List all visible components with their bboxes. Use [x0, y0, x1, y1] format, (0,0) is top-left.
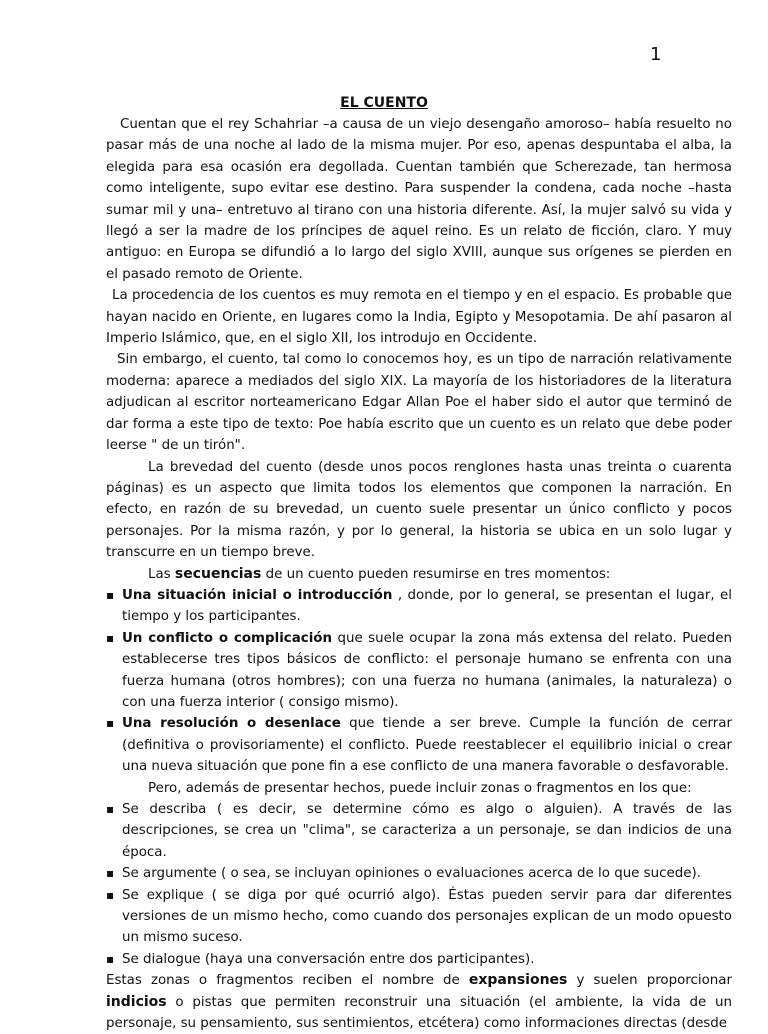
list-item-fragment: ▪ Se explique ( se diga por qué ocurrió algo). Éstas pueden servir para dar diferentes versiones de un mismo hecho, como cuando dos personajes explican de un modo opuesto un mismo suceso. — [106, 885, 732, 949]
list-item-sequence: ▪ Un conflicto o complicación que suele ocupar la zona más extensa del relato. Pueden establecerse tres tipos básicos de conflicto: el personaje humano se enfrenta con una fuerza humana (otros hombres); con una fuerza no humana (animales, la naturaleza) o con una fuerza interior ( consigo mismo). — [106, 628, 732, 714]
document-title: EL CUENTO — [340, 95, 428, 111]
page-number: 1 — [650, 44, 662, 65]
document-body — [106, 114, 732, 1034]
bullet-icon: ▪ — [106, 716, 115, 731]
paragraph-sequences-intro: Las secuencias de un cuento pueden resumirse en tres momentos: — [148, 565, 611, 582]
paragraph-fragments-intro: Pero, además de presentar hechos, puede incluir zonas o fragmentos en los que: — [148, 780, 692, 796]
list-item-sequence: ▪ Una resolución o desenlace que tiende a ser breve. Cumple la función de cerrar (definitiva o provisoriamente) el conflicto. Puede reestablecer el equilibrio inicial o crear una nueva situación que pone fin a ese conflicto de una manera favorable o desfavorable. — [106, 713, 732, 777]
bullet-icon: ▪ — [106, 587, 115, 602]
paragraph-modern: Sin embargo, el cuento, tal como lo conocemos hoy, es un tipo de narración relativamente moderna: aparece a mediados del siglo XIX. La mayoría de los historiadores de la literatura adjudican al escritor norteamericano Edgar Allan Poe el haber sido el autor que terminó de dar forma a este tipo de texto: Poe había escrito que un cuento es un relato que debe poder leerse " de un tirón". — [106, 352, 732, 454]
list-item-fragment: ▪ Se describa ( es decir, se determine cómo es algo o alguien). A través de las descripciones, se crea un "clima", se caracteriza a un personaje, se dan indicios de una época. — [106, 799, 732, 863]
bullet-icon: ▪ — [106, 630, 115, 645]
term-indicios: indicios — [106, 993, 167, 1010]
term-expansiones: expansiones — [468, 972, 568, 989]
list-item-sequence: ▪ Una situación inicial o introducción , donde, por lo general, se presentan el lugar, el tiempo y los participantes. — [106, 585, 732, 628]
bullet-icon: ▪ — [106, 951, 115, 966]
paragraph-origin: La procedencia de los cuentos es muy remota en el tiempo y en el espacio. Es probable que hayan nacido en Oriente, en lugares como la India, Egipto y Mesopotamia. De ahí pasaron al Imperio Islámico, que, en el siglo XII, los introdujo en Occidente. — [106, 288, 732, 347]
bullet-icon: ▪ — [106, 887, 115, 902]
term-secuencias: secuencias — [174, 565, 262, 582]
bullet-icon: ▪ — [106, 866, 115, 881]
list-item-fragment: ▪ Se argumente ( o sea, se incluyan opiniones o evaluaciones acerca de lo que sucede). — [106, 863, 732, 884]
paragraph-intro: Cuentan que el rey Schahriar –a causa de un viejo desengaño amoroso– había resuelto no pasar más de una noche al lado de la misma mujer. Por eso, apenas despuntaba el alba, la elegida para esa ocasión era degollada. Cuentan también que Scherezade, tan hermosa como inteligente, supo evitar ese destino. Para suspender la condena, cada noche –hasta sumar mil y una– entretuvo al tirano con una historia diferente. Así, la mujer salvó su vida y llegó a ser la madre de los príncipes de aquel reino. Es un relato de ficción, claro. Y muy antiguo: en Europa se difundió a lo largo del siglo XVIII, aunque sus orígenes se pierden en el pasado remoto de Oriente. — [106, 117, 732, 282]
bullet-icon: ▪ — [106, 802, 115, 816]
paragraph-expansions: Estas zonas o fragmentos reciben el nombre de expansiones y suelen proporcionar indicios o pistas que permiten reconstruir una situación (el ambiente, la vida de un personaje, su pensamiento, sus sentimientos, etcétera) como informaciones directas (desde — [106, 972, 732, 1032]
list-item-fragment: ▪ Se dialogue (haya una conversación entre dos participantes). — [106, 949, 732, 970]
paragraph-brevity: La brevedad del cuento (desde unos pocos renglones hasta unas treinta o cuarenta páginas) es un aspecto que limita todos los elementos que componen la narración. En efecto, en razón de su brevedad, un cuento suele presentar un único conflicto y pocos personajes. Por la misma razón, y por lo general, la historia se ubica en un solo lugar y transcurre en un tiempo breve. — [106, 459, 732, 561]
